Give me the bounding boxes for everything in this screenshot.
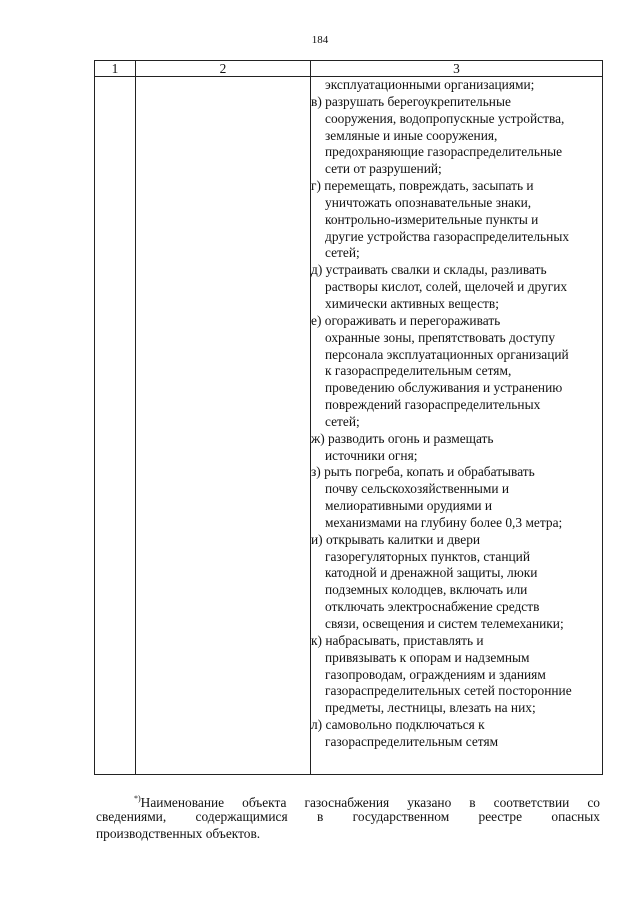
column-1-cell [95,77,136,775]
text-line: л) самовольно подключаться к [311,717,485,733]
footnote [96,790,600,843]
text-line: эксплуатационными организациями; [325,77,535,92]
text-line: отключать электроснабжение средств [325,599,540,615]
column-3-cell [311,77,603,775]
text-line: з) рыть погреба, копать и обрабатывать [311,464,535,480]
column-header-1: 1 [95,61,136,77]
text-line: к) набрасывать, приставлять и [311,632,484,648]
table-row [95,77,603,775]
text-line: проведению обслуживания и устранению [325,380,563,396]
table-header-row [95,61,603,77]
page-number: 184 [311,34,329,46]
text-line: катодной и дренажной защиты, люки [325,565,538,581]
text-line: подземных колодцев, включать или [325,582,528,598]
text-line: контрольно-измерительные пункты и [325,211,539,227]
text-line: и) открывать калитки и двери [311,531,481,547]
text-line: земляные и иные сооружения, [325,127,498,143]
text-line: повреждений газораспределительных [325,397,541,413]
text-line: предохраняющие газораспределительные [325,144,563,160]
text-line: привязывать к опорам и надземным [325,649,530,665]
footnote-line-1 [96,790,600,808]
footnote-line-2: сведениями, содержащимися в государственном реестре опасных [96,808,600,824]
text-line: уничтожать опознавательные знаки, [325,194,532,210]
requirements-table [94,60,603,775]
column-2-cell [136,77,311,775]
text-line: в) разрушать берегоукрепительные [311,93,511,109]
text-line: г) перемещать, повреждать, засыпать и [311,178,534,194]
text-line: газораспределительных сетей посторонние [325,683,572,699]
text-line: газораспределительным сетям [325,733,499,749]
footnote-line-3: производственных объектов. [96,826,261,841]
text-line: связи, освещения и систем телемеханики; [325,616,564,631]
footnote-text-1: Наименование объекта газоснабжения указано в соответствии со [140,795,600,810]
text-line: механизмами на глубину более 0,3 метра; [325,514,563,530]
footnote-marker: *) [134,794,141,803]
text-line: сетей; [325,413,360,429]
text-line: источники огня; [325,447,418,463]
text-line: другие устройства газораспределительных [325,228,570,244]
column-header-3: 3 [311,61,603,77]
text-line: охранные зоны, препятствовать доступу [325,329,556,345]
text-line: химически активных веществ; [325,295,499,311]
text-line: предметы, лестницы, влезать на них; [325,700,536,716]
text-line: растворы кислот, солей, щелочей и других [325,279,568,295]
text-line: ж) разводить огонь и размещать [311,430,494,446]
text-line: к газораспределительным сетям, [325,363,512,379]
text-line: персонала эксплуатационных организаций [325,346,569,362]
text-line: газорегуляторных пунктов, станций [325,548,531,564]
text-line: почву сельскохозяйственными и [325,481,510,497]
text-line: сооружения, водопропускные устройства, [325,110,565,126]
text-line: е) огораживать и перегораживать [311,312,501,328]
text-line: газопроводам, ограждениям и зданиям [325,666,546,682]
text-line: сетей; [325,245,360,261]
text-line: д) устраивать свалки и склады, разливать [311,262,547,278]
text-line: мелиоративными орудиями и [325,498,493,514]
text-line: сети от разрушений; [325,161,442,177]
column-header-2: 2 [136,61,311,77]
